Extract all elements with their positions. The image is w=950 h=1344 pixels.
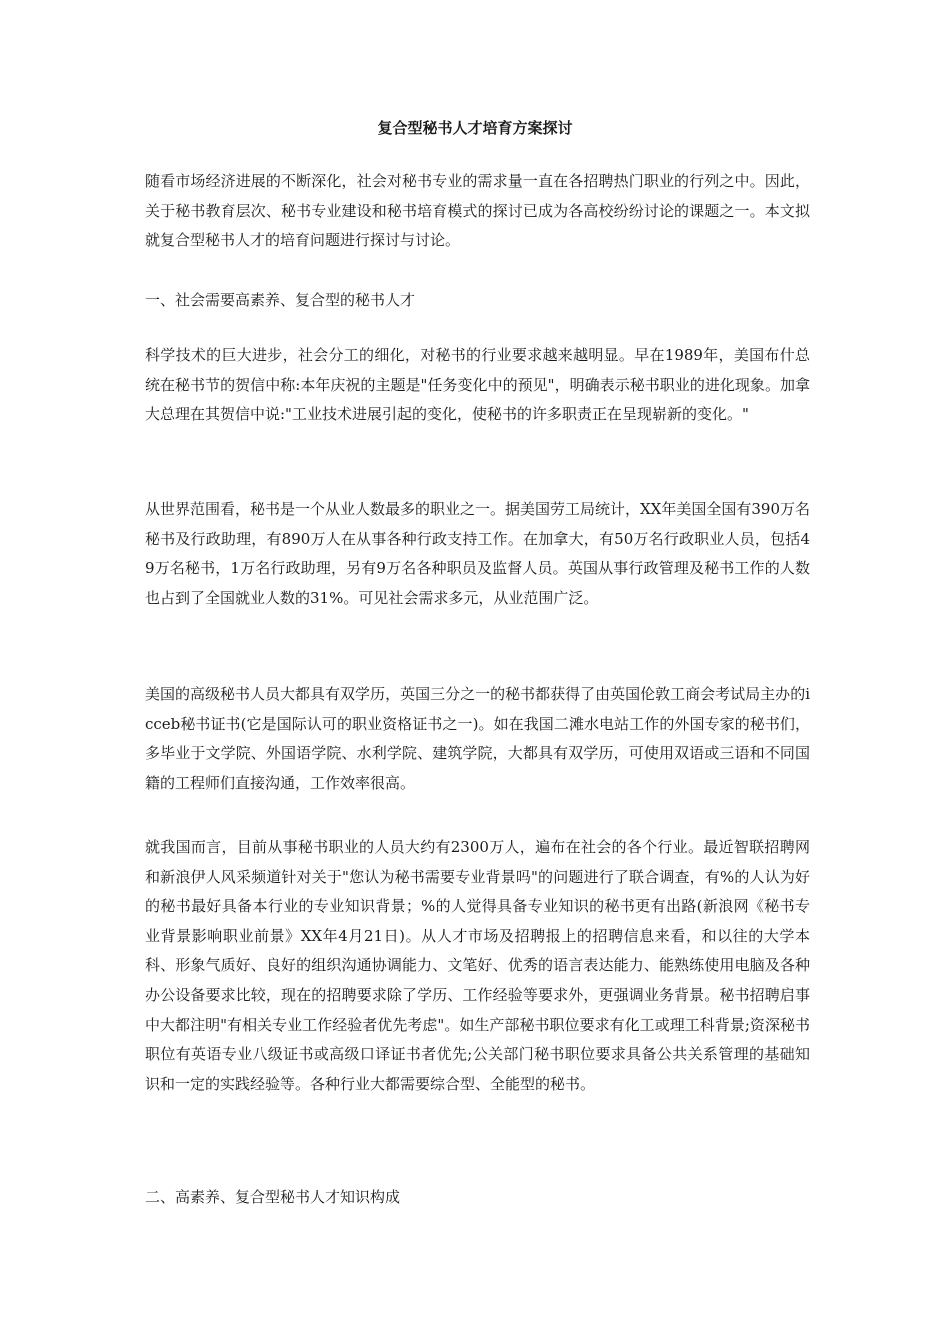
body-paragraph-1: 科学技术的巨大进步，社会分工的细化，对秘书的行业要求越来越明显。早在1989年，美国布什总统在秘书节的贺信中称:本年庆祝的主题是"任务变化中的预见"，明确表示秘书职业的进化现象。加拿大总理在其贺信中说:"工业技术进展引起的变化，使秘书的许多职责正在呈现崭新的变化。" [145, 346, 810, 424]
intro-paragraph: 随看市场经济进展的不断深化，社会对秘书专业的需求量一直在各招聘热门职业的行列之中。因此，关于秘书教育层次、秘书专业建设和秘书培育模式的探讨已成为各高校纷纷讨论的课题之一。本文拟就复合型秘书人才的培育问题进行探讨与讨论。 [145, 172, 810, 250]
section-heading-1: 一、社会需要高素养、复合型的秘书人才 [145, 291, 416, 309]
body-paragraph-3: 美国的高级秘书人员大都具有双学历，英国三分之一的秘书都获得了由英国伦敦工商会考试局主办的icceb秘书证书(它是国际认可的职业资格证书之一)。如在我国二滩水电站工作的外国专家的秘书们，多毕业于文学院、外国语学院、水利学院、建筑学院，大都具有双学历，可使用双语或三语和不同国籍的工程师们直接沟通，工作效率很高。 [145, 685, 810, 792]
body-paragraph-2: 从世界范围看，秘书是一个从业人数最多的职业之一。据美国劳工局统计，XX年美国全国有390万名秘书及行政助理，有890万人在从事各种行政支持工作。在加拿大，有50万名行政职业人员，包括49万名秘书，1万名行政助理，另有9万名各种职员及监督人员。英国从事行政管理及秘书工作的人数也占到了全国就业人数的31%。可见社会需求多元，从业范围广泛。 [145, 500, 810, 607]
document-title: 复合型秘书人才培育方案探讨 [377, 119, 573, 137]
section-heading-2: 二、高素养、复合型秘书人才知识构成 [145, 1188, 401, 1206]
body-paragraph-4: 就我国而言，目前从事秘书职业的人员大约有2300万人，遍布在社会的各个行业。最近智联招聘网和新浪伊人风采频道针对关于"您认为秘书需要专业背景吗"的问题进行了联合调查，有%的人认为好的秘书最好具备本行业的专业知识背景；%的人觉得具备专业知识的秘书更有出路(新浪网《秘书专业背景影响职业前景》XX年4月21日)。从人才市场及招聘报上的招聘信息来看，和以往的大学本科、形象气质好、良好的组织沟通协调能力、文笔好、优秀的语言表达能力、能熟练使用电脑及各种办公设备要求比较，现在的招聘要求除了学历、工作经验等要求外，更强调业务背景。秘书招聘启事中大都注明"有相关专业工作经验者优先考虑"。如生产部秘书职位要求有化工或理工科背景;资深秘书职位有英语专业八级证书或高级口译证书者优先;公关部门秘书职位要求具备公共关系管理的基础知识和一定的实践经验等。各种行业大都需要综合型、全能型的秘书。 [145, 838, 810, 1093]
